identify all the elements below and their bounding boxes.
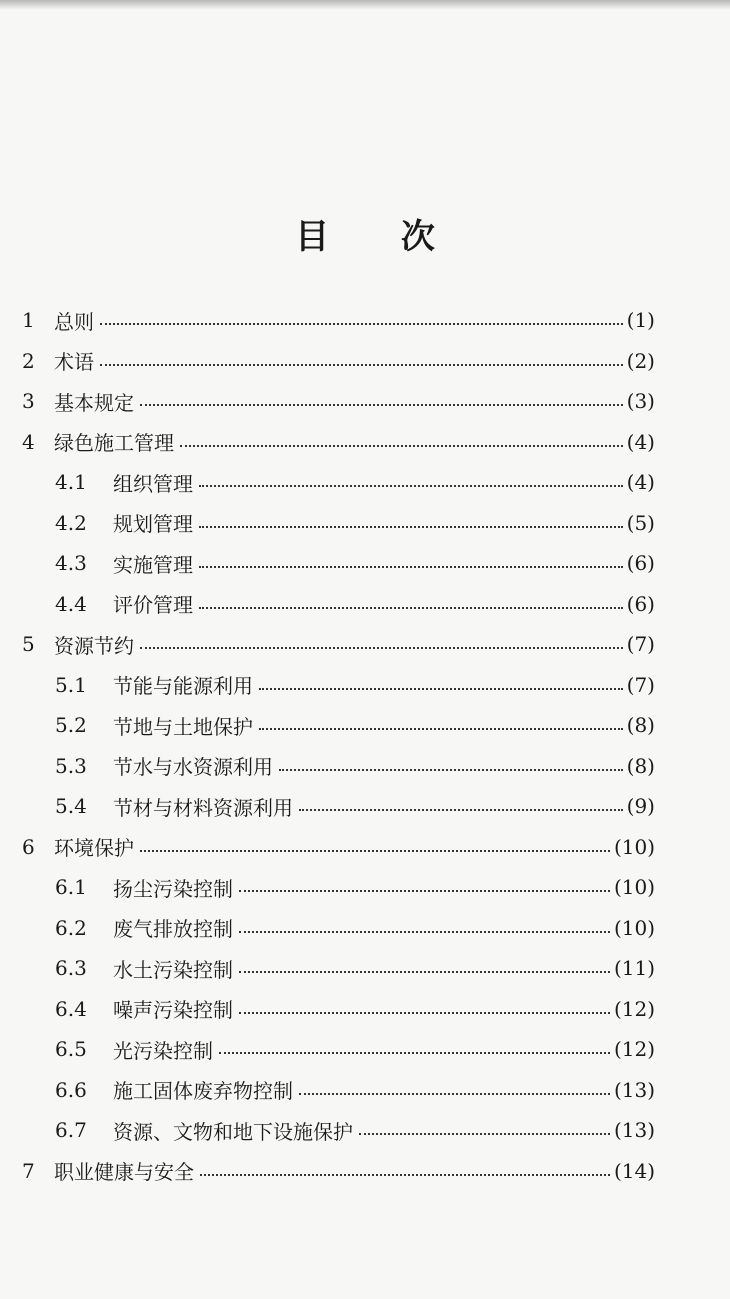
toc-entry-page-number: (12) [613, 996, 655, 1021]
toc-entry-number: 1 [22, 308, 35, 332]
toc-entry-number: 6.7 [55, 1118, 87, 1142]
toc-entry-number: 5 [22, 632, 35, 656]
toc-entry-page-number: (8) [626, 753, 655, 778]
toc-dot-leader [259, 728, 623, 730]
toc-dot-leader [100, 364, 623, 366]
toc-entry-title: 绿色施工管理 [54, 431, 174, 455]
toc-entry-title: 节能与能源利用 [113, 674, 253, 698]
toc-dot-leader [239, 971, 610, 973]
toc-subsection-entry [55, 948, 655, 988]
toc-entry-number: 6.4 [55, 996, 87, 1021]
toc-entry-page-number: (1) [626, 308, 655, 332]
toc-dot-leader [359, 1133, 610, 1135]
toc-entry-page-number: (10) [613, 834, 655, 859]
toc-entry-page-number: (6) [626, 591, 655, 616]
toc-entry-number: 6.2 [55, 915, 87, 940]
toc-subsection-entry [55, 584, 655, 624]
toc-entry-title: 职业健康与安全 [54, 1160, 194, 1184]
toc-dot-leader [199, 566, 623, 568]
toc-subsection-entry [55, 705, 655, 745]
toc-entry-page-number: (2) [626, 348, 655, 373]
toc-subsection-entry [55, 503, 655, 543]
toc-entry-page-number: (12) [613, 1037, 655, 1061]
toc-subsection-entry [55, 908, 655, 948]
toc-entry-page-number: (7) [626, 672, 655, 697]
toc-entry-number: 6.1 [55, 875, 87, 899]
toc-entry-number: 4.4 [55, 591, 87, 616]
toc-entry-title: 环境保护 [54, 836, 134, 860]
toc-dot-leader [140, 647, 623, 649]
toc-entry-title: 规划管理 [113, 512, 193, 536]
toc-chapter-entry [22, 1151, 655, 1191]
toc-entry-page-number: (7) [626, 632, 655, 656]
toc-entry-title: 光污染控制 [113, 1038, 213, 1063]
toc-entry-page-number: (4) [626, 429, 655, 454]
toc-subsection-entry [55, 462, 655, 502]
toc-entry-page-number: (10) [613, 875, 655, 899]
toc-dot-leader [239, 890, 610, 892]
toc-entry-title: 废气排放控制 [113, 917, 233, 941]
toc-dot-leader [299, 809, 623, 811]
toc-entry-page-number: (6) [626, 551, 655, 575]
toc-entry-page-number: (5) [626, 510, 655, 535]
toc-subsection-entry [55, 665, 655, 705]
toc-dot-leader [199, 485, 623, 487]
toc-entry-number: 6.6 [55, 1077, 87, 1102]
toc-chapter-entry [22, 624, 655, 664]
toc-entry-title: 节水与水资源利用 [113, 755, 273, 779]
toc-entry-title: 组织管理 [113, 471, 193, 496]
toc-dot-leader [199, 526, 623, 528]
toc-entry-number: 5.4 [55, 794, 87, 818]
toc-entry-number: 4.3 [55, 551, 87, 575]
toc-dot-leader [299, 1093, 610, 1095]
scan-top-edge [0, 0, 730, 10]
toc-dot-leader [100, 323, 623, 325]
toc-entry-number: 2 [22, 348, 35, 373]
toc-entry-number: 4 [22, 429, 35, 454]
toc-entry-page-number: (9) [626, 794, 655, 818]
toc-entry-title: 实施管理 [113, 552, 193, 577]
toc-entry-number: 5.3 [55, 753, 87, 778]
toc-entry-number: 3 [22, 389, 35, 413]
toc-subsection-entry [55, 1110, 655, 1150]
toc-entry-title: 施工固体废弃物控制 [113, 1079, 293, 1103]
toc-subsection-entry [55, 543, 655, 583]
toc-dot-leader [239, 931, 610, 933]
toc-chapter-entry [22, 341, 655, 381]
toc-entry-page-number: (13) [613, 1118, 655, 1142]
toc-subsection-entry [55, 786, 655, 826]
toc-dot-leader [199, 607, 623, 609]
toc-entry-number: 6 [22, 834, 35, 859]
toc-entry-number: 5.1 [55, 672, 87, 697]
toc-dot-leader [140, 850, 610, 852]
toc-entry-title: 资源、文物和地下设施保护 [113, 1119, 353, 1144]
toc-entry-title: 基本规定 [54, 390, 134, 415]
toc-entry-page-number: (13) [613, 1077, 655, 1102]
toc-entry-title: 扬尘污染控制 [113, 876, 233, 901]
toc-entry-title: 术语 [54, 350, 94, 374]
toc-entry-number: 7 [22, 1158, 35, 1183]
toc-subsection-entry [55, 1029, 655, 1069]
toc-entry-page-number: (11) [613, 956, 655, 980]
toc-entry-number: 4.2 [55, 510, 87, 535]
toc-dot-leader [140, 404, 623, 406]
toc-entry-title: 资源节约 [54, 633, 134, 658]
toc-entry-title: 水土污染控制 [113, 957, 233, 982]
toc-subsection-entry [55, 989, 655, 1029]
toc-chapter-entry [22, 827, 655, 867]
toc-dot-leader [200, 1174, 610, 1176]
toc-entry-page-number: (8) [626, 713, 655, 737]
toc-dot-leader [259, 688, 623, 690]
toc-chapter-entry [22, 381, 655, 421]
toc-subsection-entry [55, 867, 655, 907]
toc-entry-page-number: (10) [613, 915, 655, 940]
toc-entry-page-number: (3) [626, 389, 655, 413]
toc-dot-leader [279, 769, 623, 771]
toc-entry-number: 6.5 [55, 1037, 87, 1061]
toc-entry-title: 总则 [54, 309, 94, 334]
toc-entry-title: 节地与土地保护 [113, 714, 253, 739]
toc-subsection-entry [55, 746, 655, 786]
toc-entry-page-number: (14) [613, 1158, 655, 1183]
toc-entry-page-number: (4) [626, 470, 655, 494]
toc-chapter-entry [22, 422, 655, 462]
toc-dot-leader [180, 445, 623, 447]
toc-entry-number: 6.3 [55, 956, 87, 980]
toc-entry-number: 5.2 [55, 713, 87, 737]
toc-dot-leader [239, 1012, 610, 1014]
toc-entry-title: 评价管理 [113, 593, 193, 617]
toc-dot-leader [219, 1052, 610, 1054]
toc-entry-title: 节材与材料资源利用 [113, 795, 293, 820]
toc-entry-title: 噪声污染控制 [113, 998, 233, 1022]
toc-entry-number: 4.1 [55, 470, 87, 494]
toc-chapter-entry [22, 300, 655, 340]
page-title: 目 次 [295, 217, 465, 257]
toc-subsection-entry [55, 1070, 655, 1110]
